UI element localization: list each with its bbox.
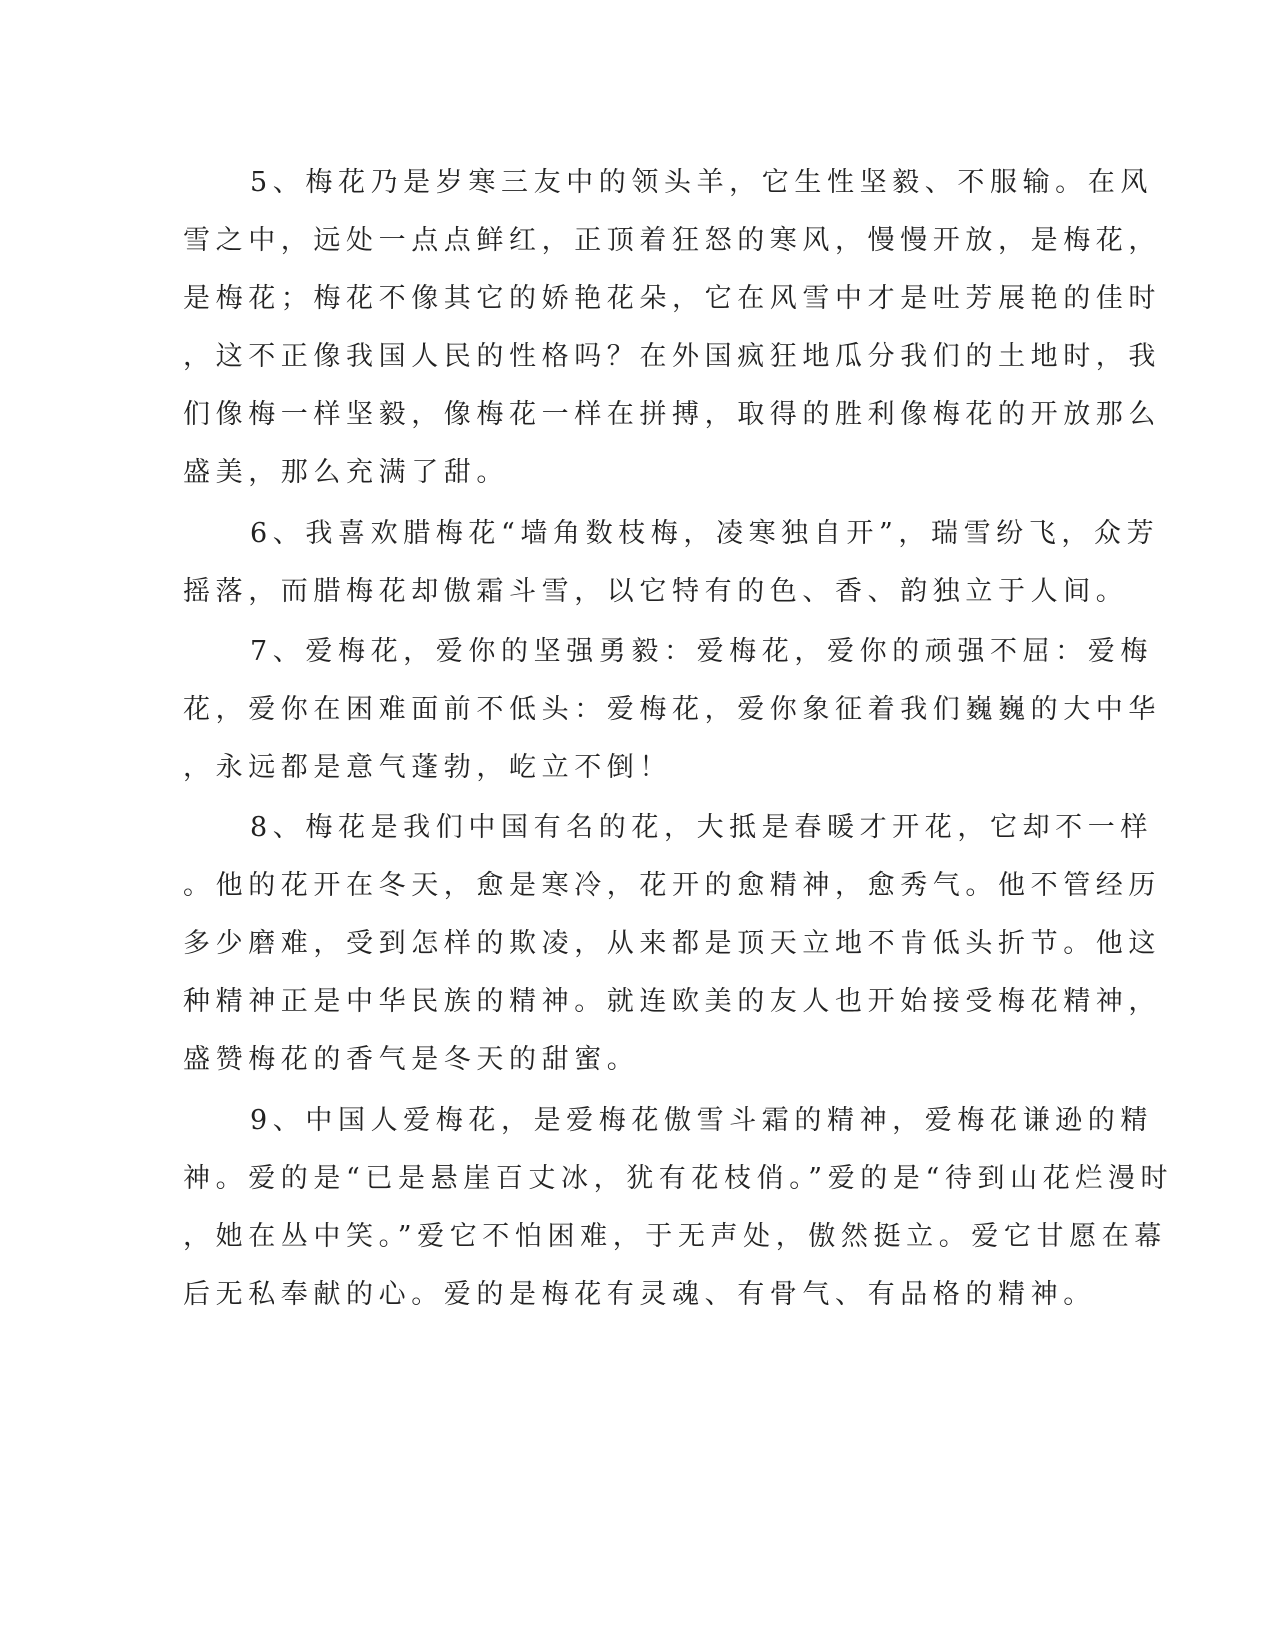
paragraph-9-line-3: ，她在丛中笑。”爱它不怕困难，于无声处，傲然挺立。爱它甘愿在幕 [183,1221,1167,1252]
paragraph-9-line-2: 神。爱的是“已是悬崖百丈冰，犹有花枝俏。”爱的是“待到山花烂漫时 [183,1163,1174,1194]
paragraph-5-line-6: 盛美，那么充满了甜。 [183,457,509,488]
paragraph-8-line-1: 8、梅花是我们中国有名的花，大抵是春暖才开花，它却不一样 [250,812,1153,843]
paragraph-5-line-2: 雪之中，远处一点点鲜红，正顶着狂怒的寒风，慢慢开放，是梅花， [183,225,1161,256]
paragraph-8-line-4: 种精神正是中华民族的精神。就连欧美的友人也开始接受梅花精神， [183,986,1161,1017]
paragraph-9-line-1: 9、中国人爱梅花，是爱梅花傲雪斗霜的精神，爱梅花谦逊的精 [250,1105,1153,1136]
paragraph-5-line-5: 们像梅一样坚毅，像梅花一样在拼搏，取得的胜利像梅花的开放那么 [183,399,1161,430]
paragraph-9-line-4: 后无私奉献的心。爱的是梅花有灵魂、有骨气、有品格的精神。 [183,1279,1096,1310]
paragraph-5-line-3: 是梅花；梅花不像其它的娇艳花朵，它在风雪中才是吐芳展艳的佳时 [183,283,1161,314]
paragraph-7-line-1: 7、爱梅花，爱你的坚强勇毅：爱梅花，爱你的顽强不屈：爱梅 [250,636,1153,667]
paragraph-8-line-5: 盛赞梅花的香气是冬天的甜蜜。 [183,1044,640,1075]
paragraph-7-line-3: ，永远都是意气蓬勃，屹立不倒！ [183,752,672,783]
paragraph-6-line-1: 6、我喜欢腊梅花“墙角数枝梅，凌寒独自开”，瑞雪纷飞，众芳 [250,518,1160,549]
paragraph-8-line-3: 多少磨难，受到怎样的欺凌，从来都是顶天立地不肯低头折节。他这 [183,928,1161,959]
paragraph-7-line-2: 花，爱你在困难面前不低头：爱梅花，爱你象征着我们巍巍的大中华 [183,694,1161,725]
paragraph-8-line-2: 。他的花开在冬天，愈是寒冷，花开的愈精神，愈秀气。他不管经历 [183,870,1161,901]
paragraph-5-line-1: 5、梅花乃是岁寒三友中的领头羊，它生性坚毅、不服输。在风 [250,167,1153,198]
paragraph-6-line-2: 摇落，而腊梅花却傲霜斗雪，以它特有的色、香、韵独立于人间。 [183,576,1129,607]
paragraph-5-line-4: ，这不正像我国人民的性格吗？在外国疯狂地瓜分我们的土地时，我 [183,341,1161,372]
